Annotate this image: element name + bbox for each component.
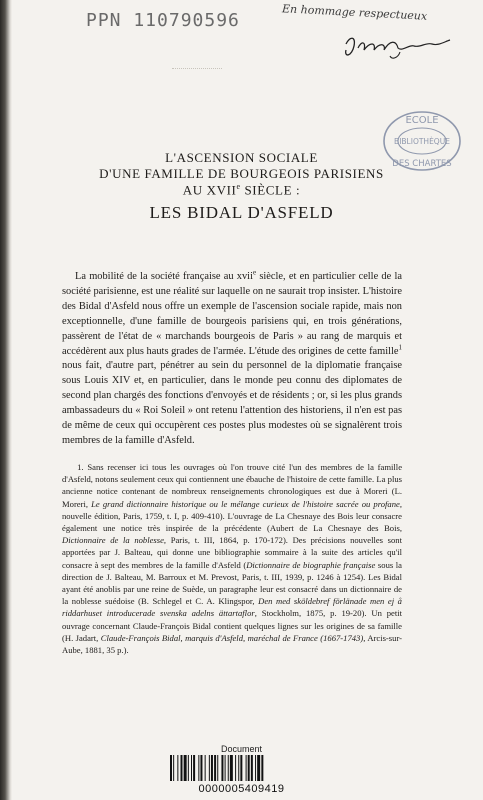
body-part-2: siècle, et en particulier celle de la société parisienne, est une réalité sur laquelle on ne saurait trop insister. L'histoire des Bidal d'Asfeld nous offre un exemple de l'ascension sociale rapide, mais non exceptionnelle, d'une famille de bourgeois parisiens qui, en trois générations, passèrent de l'état de « marchands bourgeois de Paris » au rang de marquis et accédèrent aux plus hauts grades de l'armée. L'étude des origines de cette famille [62, 271, 402, 357]
barcode-bar [228, 755, 229, 781]
barcode-bar [257, 755, 260, 781]
main-title: LES BIDAL D'ASFELD [149, 203, 334, 222]
barcode-bar [173, 755, 174, 781]
title-line-3-pre: AU XVII [182, 182, 237, 198]
footnote-i1: Le grand dictionnaire historique ou le mélange curieux de l'histoire sacrée ou profane [91, 498, 400, 509]
body-part-1: La mobilité de la société française au xvii [75, 271, 253, 282]
barcode-image [170, 755, 313, 781]
footnote-i4: Den med sköldebref förlänade men ej å riddarhuset introducerade svenska adelns ättartaflor [62, 596, 402, 619]
footnote-reference: 1 [398, 343, 402, 352]
body-paragraph [62, 270, 402, 449]
footnote-s2: , nouvelle édition, Paris, 1759, t. I, p. 409-410). L'ouvrage de La Chesnaye des Bois leur consacre également une notice très inspirée de la précédente (Aubert de La Chesnaye des Bois, [62, 498, 402, 534]
barcode-bar [230, 755, 233, 781]
barcode-bar [255, 755, 256, 781]
stamp-middle-text: BIBLIOTHÈQUE [394, 137, 450, 146]
barcode-bar [200, 755, 202, 781]
barcode-bar [177, 755, 178, 781]
title-line-3-post: SIÈCLE : [240, 182, 301, 198]
barcode-bar [217, 755, 218, 781]
title-line-3-sup: e [236, 182, 241, 191]
footnote-i3: Dictionnaire de biographie française [246, 559, 376, 570]
barcode-bar [193, 755, 195, 781]
footnote-s4: sous la direction de J. Balteau, M. Barroux et M. Prevost, Paris, t. III, 1939, p. 1246 à 1254). Les Bidal ayant été anoblis par une reine de Suède, un paragraphe leur est consacré dans un dictionnaire de la noblesse suédoise (B. Schlegel et C. A. Klingspor, [62, 559, 402, 607]
barcode-bar [225, 755, 226, 781]
barcode-bar [248, 755, 250, 781]
barcode-bar [221, 755, 223, 781]
barcode-bar [198, 755, 199, 781]
barcode-bar [240, 755, 242, 781]
footnote-s1: 1. Sans recenser ici tous les ouvrages où l'on trouve cité l'un des membres de la famille d'Asfeld, notons seulement ceux qui contiennent une ébauche de l'histoire de cette famille. La plus ancienne notice contenant de nombreux renseignements chronologiques est due à Moreri (L. Moreri, [62, 462, 403, 509]
footnote-s6: , Arcis-sur-Aube, 1881, 35 p.). [62, 632, 402, 656]
handwritten-signature [340, 30, 460, 62]
handwritten-dedication: En hommage respectueux [281, 2, 428, 23]
faint-ink-mark [172, 68, 222, 73]
barcode-bar [238, 755, 239, 781]
title-line-1: L'ASCENSION SOCIALE [165, 150, 318, 165]
ppn-handwritten-note: PPN 110790596 [86, 10, 240, 31]
barcode-bar [191, 755, 192, 781]
barcode-bar [205, 755, 206, 781]
footnote-s3: , Paris, t. III, 1864, p. 170-172). Des précisions nouvelles sont apportées par J. Balteau, qui donne une bibliographie sommaire à la suite des articles qu'il consacre à sept des membres de la famille d'Asfeld ( [62, 535, 402, 570]
title-line-2: D'UNE FAMILLE DE BOURGEOIS PARISIENS [99, 166, 384, 181]
barcode-bar [184, 755, 187, 781]
barcode-bar [251, 755, 253, 781]
stamp-bottom-text: DES CHARTES [392, 159, 452, 169]
barcode-label: Document [220, 744, 263, 754]
barcode-bar [211, 755, 213, 781]
body-part-3: nous fait, d'autre part, pénétrer au sein du personnel de la diplomatie française sous Louis XIV et, en particulier, dans le monde peu connu des diplomates de second plan chargés des fonctions d'envoyés et de résidents ; or, si les plus grands ambassadeurs du « Roi Soleil » ont retenu l'attention des historiens, il n'en est pas de même de ceux qui occupèrent ces postes plus modestes où se signalèrent trois membres de la famille d'Asfeld. [62, 360, 402, 446]
barcode-bar [209, 755, 210, 781]
footnote [62, 461, 402, 656]
footnote-i5: Claude-François Bidal, marquis d'Asfeld, maréchal de France (1667-1743) [100, 632, 364, 643]
stamp-top-text: ECOLE [405, 115, 439, 126]
barcode-bar [170, 755, 172, 781]
footnote-s5: , Stockholm, 1875, p. 19-20). Un petit ouvrage concernant Claude-François Bidal contient quelques lignes sur les origines de sa famille (H. Jadart, [62, 608, 402, 643]
barcode-bar [261, 755, 263, 781]
barcode-bar [181, 755, 183, 781]
body-sup-century: e [252, 268, 257, 277]
title-line-3 [0, 182, 483, 198]
scan-page-edge [0, 0, 12, 800]
barcode-bar [188, 755, 189, 781]
barcode-bar [214, 755, 216, 781]
barcode-bar [235, 755, 236, 781]
footnote-i2: Dictionnaire de la noblesse [62, 535, 164, 546]
barcode-number: 0000005409419 [198, 783, 285, 795]
barcode-bar [246, 755, 247, 781]
